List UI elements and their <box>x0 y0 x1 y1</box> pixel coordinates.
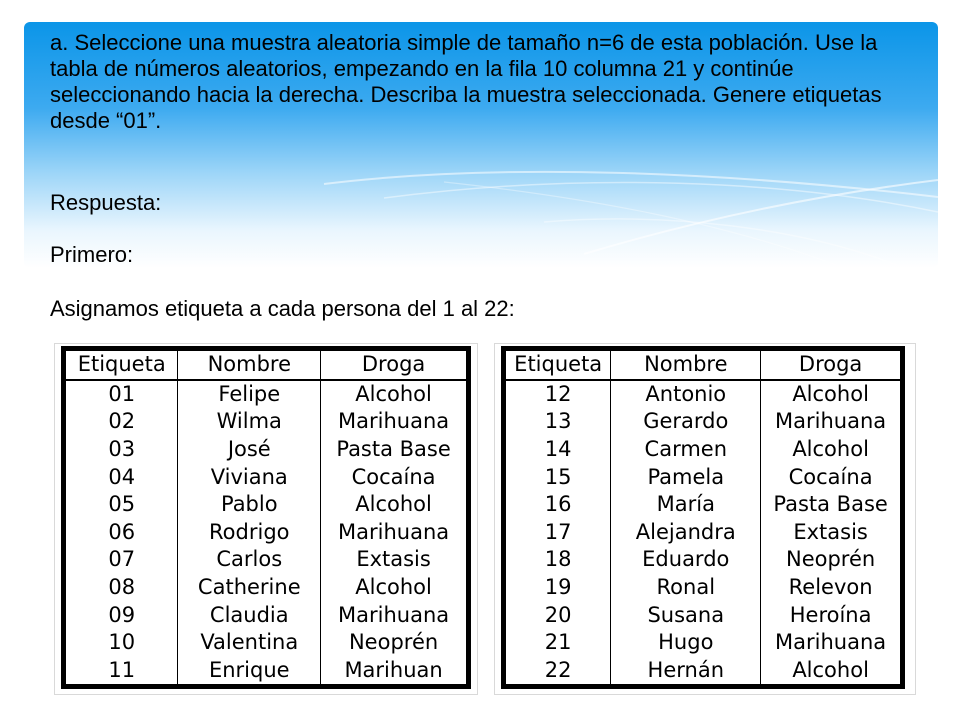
table-row <box>504 574 903 602</box>
cell-label: 12 <box>544 381 572 406</box>
cell-drug: Marihuana <box>761 408 903 436</box>
table-row <box>64 601 469 629</box>
cell-drug: Pasta Base <box>321 436 469 464</box>
cell-name: Valentina <box>178 629 321 657</box>
table-row <box>64 408 469 436</box>
table-row <box>64 657 469 687</box>
cell-drug: Cocaína <box>321 463 469 491</box>
cell-name: Pamela <box>611 463 761 491</box>
table-row <box>64 463 469 491</box>
cell-name: Felipe <box>178 380 321 409</box>
cell-drug: Alcohol <box>761 380 903 409</box>
cell-drug: Neoprén <box>761 546 903 574</box>
cell-name: Carlos <box>178 546 321 574</box>
cell-drug: Alcohol <box>321 491 469 519</box>
header-drug: Droga <box>321 349 469 380</box>
cell-name: José <box>178 436 321 464</box>
cell-label: 20 <box>544 602 572 627</box>
instruction-text: Asignamos etiqueta a cada persona del 1 al 22: <box>50 296 515 321</box>
cell-label: 17 <box>544 519 572 544</box>
cell-name: Eduardo <box>611 546 761 574</box>
table-row <box>504 408 903 436</box>
table-row <box>504 601 903 629</box>
cell-drug: Alcohol <box>761 436 903 464</box>
cell-name: Enrique <box>178 657 321 687</box>
header-name: Nombre <box>611 349 761 380</box>
cell-label: 05 <box>108 492 136 517</box>
table-header-row <box>64 349 469 380</box>
cell-drug: Alcohol <box>321 380 469 409</box>
table-left-frame <box>54 343 478 695</box>
cell-label: 09 <box>108 602 136 627</box>
cell-name: Antonio <box>611 380 761 409</box>
table-row <box>64 574 469 602</box>
table-right <box>501 346 905 689</box>
cell-name: Wilma <box>178 408 321 436</box>
cell-label: 11 <box>108 657 136 682</box>
table-row <box>64 380 469 409</box>
table-right-frame <box>494 343 916 695</box>
table-left <box>61 346 471 689</box>
table-row <box>64 491 469 519</box>
table-row <box>64 519 469 547</box>
table-row <box>64 436 469 464</box>
table-row <box>504 629 903 657</box>
cell-label: 15 <box>544 464 572 489</box>
table-row <box>504 657 903 687</box>
table-row <box>504 380 903 409</box>
cell-drug: Marihuana <box>321 601 469 629</box>
cell-name: Viviana <box>178 463 321 491</box>
cell-name: Rodrigo <box>178 519 321 547</box>
table-row <box>504 436 903 464</box>
cell-name: Alejandra <box>611 519 761 547</box>
cell-label: 18 <box>544 547 572 572</box>
cell-drug: Alcohol <box>761 657 903 687</box>
cell-label: 07 <box>108 547 136 572</box>
cell-drug: Marihuana <box>321 519 469 547</box>
question-text: a. Seleccione una muestra aleatoria simple de tamaño n=6 de esta población. Use la tabla de números aleatorios, empezando en la fila 10 columna 21 y continúe seleccionando hacia la derecha. Describa la muestra seleccionada. Genere etiquetas desde “01”. <box>50 30 882 133</box>
cell-name: Susana <box>611 601 761 629</box>
cell-name: Pablo <box>178 491 321 519</box>
cell-label: 19 <box>544 575 572 600</box>
answer-label: Respuesta: <box>50 190 162 215</box>
cell-label: 06 <box>108 519 136 544</box>
step-label: Primero: <box>50 242 134 267</box>
table-row <box>504 546 903 574</box>
cell-drug: Cocaína <box>761 463 903 491</box>
cell-label: 04 <box>108 464 136 489</box>
cell-name: Ronal <box>611 574 761 602</box>
cell-drug: Extasis <box>761 519 903 547</box>
cell-drug: Neoprén <box>321 629 469 657</box>
cell-name: Gerardo <box>611 408 761 436</box>
cell-drug: Marihuan <box>321 657 469 687</box>
cell-name: Carmen <box>611 436 761 464</box>
table-header-row <box>504 349 903 380</box>
table-row <box>64 546 469 574</box>
table-row <box>504 463 903 491</box>
cell-drug: Pasta Base <box>761 491 903 519</box>
cell-label: 21 <box>544 630 572 655</box>
cell-drug: Extasis <box>321 546 469 574</box>
cell-drug: Relevon <box>761 574 903 602</box>
cell-drug: Alcohol <box>321 574 469 602</box>
cell-label: 16 <box>544 492 572 517</box>
cell-name: Hugo <box>611 629 761 657</box>
cell-label: 01 <box>108 381 136 406</box>
table-row <box>504 519 903 547</box>
cell-name: Catherine <box>178 574 321 602</box>
cell-label: 22 <box>544 657 572 682</box>
header-label: Etiqueta <box>64 349 178 380</box>
cell-drug: Marihuana <box>761 629 903 657</box>
cell-name: Claudia <box>178 601 321 629</box>
cell-name: Hernán <box>611 657 761 687</box>
header-label: Etiqueta <box>504 349 611 380</box>
cell-label: 14 <box>544 437 572 462</box>
cell-label: 08 <box>108 575 136 600</box>
cell-drug: Heroína <box>761 601 903 629</box>
cell-label: 13 <box>544 409 572 434</box>
cell-label: 10 <box>108 630 136 655</box>
cell-label: 03 <box>108 437 136 462</box>
header-name: Nombre <box>178 349 321 380</box>
cell-drug: Marihuana <box>321 408 469 436</box>
table-row <box>64 629 469 657</box>
cell-label: 02 <box>108 409 136 434</box>
cell-name: María <box>611 491 761 519</box>
header-drug: Droga <box>761 349 903 380</box>
table-row <box>504 491 903 519</box>
